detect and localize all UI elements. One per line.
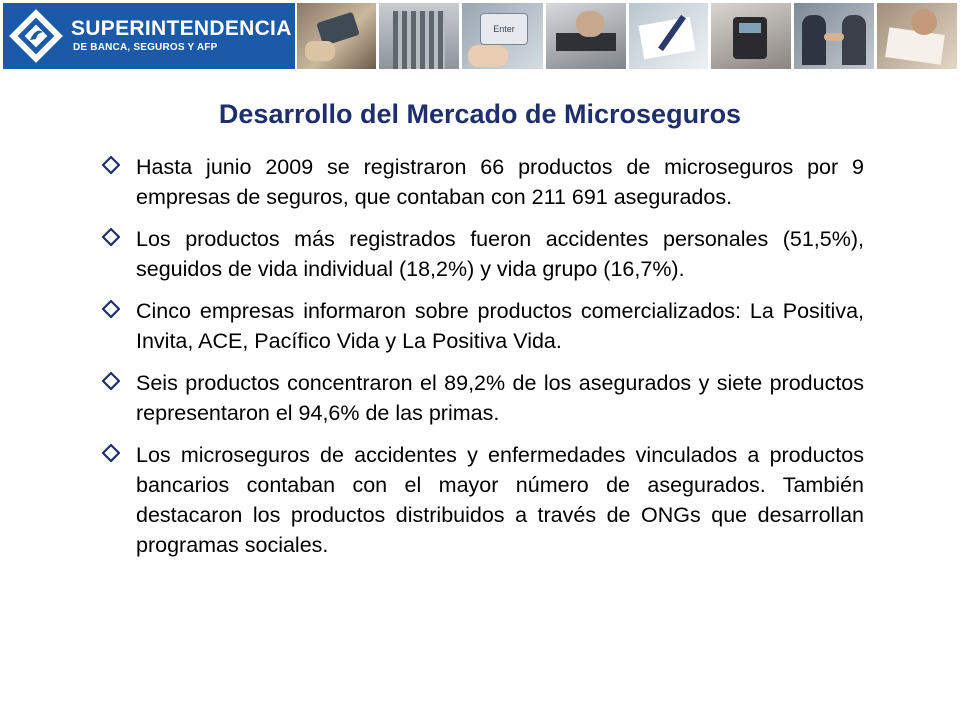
hands-typing-photo: [546, 3, 626, 69]
bullet-text: Los productos más registrados fueron accidentes personales (51,5%), seguidos de vida individual (18,2%) y vida grupo (16,7%).: [136, 227, 864, 281]
document-signing-photo: [629, 3, 708, 69]
diamond-outline-icon: [102, 228, 120, 246]
logo-title: SUPERINTENDENCIA: [71, 17, 292, 40]
office-building-photo: [379, 3, 459, 69]
photo-strip: [297, 3, 957, 69]
sbs-diamond-logo-icon: [3, 3, 69, 69]
keyboard-enter-key-photo: [462, 3, 543, 69]
enter-key-label: Enter: [480, 13, 528, 45]
bullet-text: Hasta junio 2009 se registraron 66 productos de microseguros por 9 empresas de seguros, que contaban con 211 691 asegurados.: [136, 155, 864, 209]
business-handshake-photo: [794, 3, 874, 69]
bullet-text: Seis productos concentraron el 89,2% de los asegurados y siete productos representaron el 94,6% de las primas.: [136, 371, 864, 425]
bullet-item: [92, 152, 864, 212]
header-banner: [0, 0, 960, 74]
bullet-item: [92, 368, 864, 428]
bullet-item: [92, 224, 864, 284]
bullet-text: Cinco empresas informaron sobre productos comercializados: La Positiva, Invita, ACE, Pacífico Vida y La Positiva Vida.: [136, 299, 864, 353]
diamond-outline-icon: [102, 156, 120, 174]
slide-title: Desarrollo del Mercado de Microseguros: [218, 99, 742, 129]
bullet-item: [92, 440, 864, 560]
meeting-paperwork-photo: [877, 3, 957, 69]
bullet-list: [92, 152, 864, 572]
sbs-logo: [3, 3, 295, 69]
credit-card-photo: [297, 3, 376, 69]
diamond-outline-icon: [102, 300, 120, 318]
bullet-item: [92, 296, 864, 356]
logo-subtitle: DE BANCA, SEGUROS Y AFP: [73, 42, 218, 53]
diamond-outline-icon: [102, 372, 120, 390]
card-terminal-photo: [711, 3, 791, 69]
diamond-outline-icon: [102, 444, 120, 462]
bullet-text: Los microseguros de accidentes y enfermedades vinculados a productos bancarios contaban con el mayor número de asegurados. También destacaron los productos distribuidos a través de ONGs que desarrollan programas sociales.: [136, 443, 864, 557]
